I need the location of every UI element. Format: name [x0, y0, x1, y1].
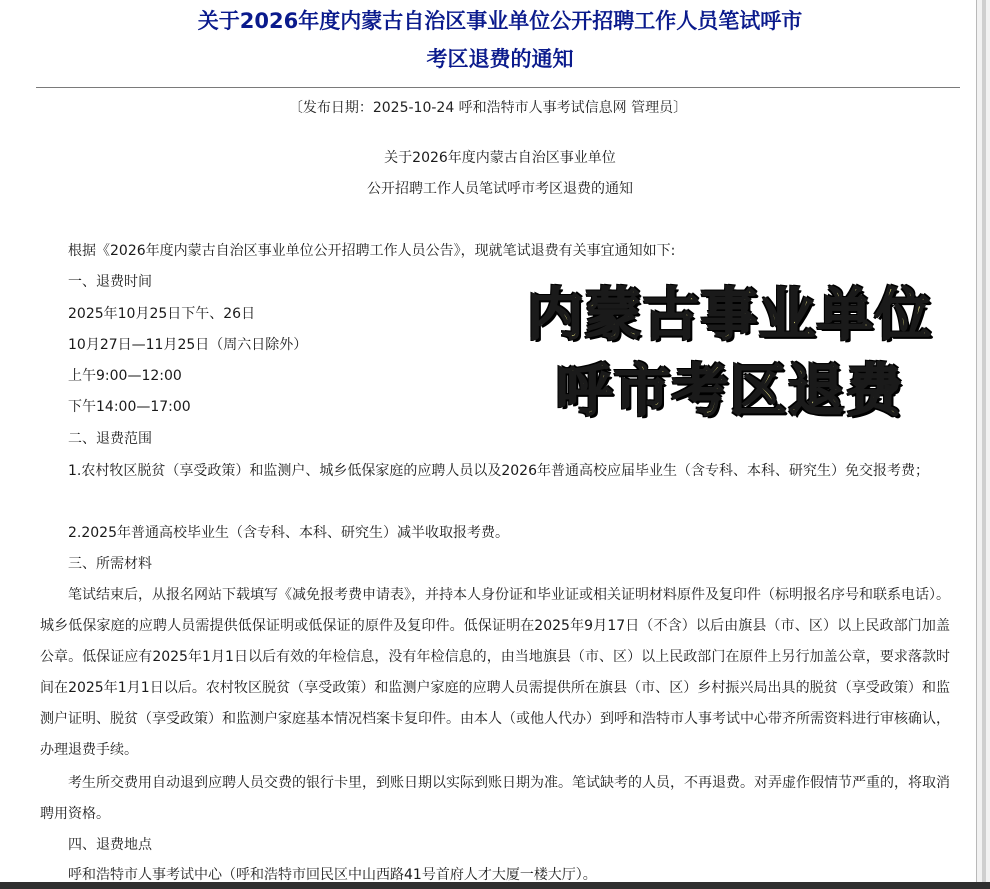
materials-paragraph-2: 考生所交费用自动退到应聘人员交费的银行卡里，到账日期以实际到账日期为准。笔试缺考的人员，不再退费。对弄虚作假情节严重的，将取消聘用资格。 [40, 775, 950, 822]
subtitle-line-1: 关于2026年度内蒙古自治区事业单位 [384, 150, 616, 166]
section-heading-scope: 二、退费范围 [68, 431, 152, 447]
overlay-line-1: 内蒙古事业单位 [527, 283, 933, 348]
scrollbar-track[interactable] [982, 0, 986, 889]
subtitle-line-2: 公开招聘工作人员笔试呼市考区退费的通知 [367, 181, 633, 197]
scrollbar[interactable] [976, 0, 990, 889]
location-text: 呼和浩特市人事考试中心（呼和浩特市回民区中山西路41号首府人才大厦一楼大厅）。 [68, 867, 597, 883]
section-heading-time: 一、退费时间 [68, 274, 152, 290]
title-line-2: 考区退费的通知 [426, 47, 574, 71]
time-afternoon: 下午14:00—17:00 [68, 399, 191, 415]
scope-item-1: 1.农村牧区脱贫（享受政策）和监测户、城乡低保家庭的应聘人员以及2026年普通高校应届毕业生（含专科、本科、研究生）免交报考费； [68, 463, 929, 479]
time-dates-2: 10月27日—11月25日（周六日除外） [68, 337, 308, 353]
overlay-caption [520, 278, 940, 430]
time-morning: 上午9:00—12:00 [68, 368, 182, 384]
time-dates-1: 2025年10月25日下午、26日 [68, 306, 256, 322]
section-heading-location: 四、退费地点 [68, 837, 152, 853]
title-line-1: 关于2026年度内蒙古自治区事业单位公开招聘工作人员笔试呼市 [197, 9, 803, 33]
materials-paragraph-1: 笔试结束后，从报名网站下载填写《减免报考费申请表》，并持本人身份证和毕业证或相关证明材料原件及复印件（标明报名序号和联系电话）。城乡低保家庭的应聘人员需提供低保证明或低保证的原件及复印件。低保证明在2025年9月17日（不含）以后由旗县（市、区）以上民政部门加盖公章。低保证应有2025年1月1日以后有效的年检信息，没有年检信息的，由当地旗县（市、区）以上民政部门在原件上另行加盖公章，要求落款时间在2025年1月1日以后。农村牧区脱贫（享受政策）和监测户家庭的应聘人员需提供所在旗县（市、区）乡村振兴局出具的脱贫（享受政策）和监测户证明、脱贫（享受政策）和监测户家庭基本情况档案卡复印件。由本人（或他人代办）到呼和浩特市人事考试中心带齐所需资料进行审核确认，办理退费手续。 [40, 587, 950, 758]
title-divider [36, 87, 960, 88]
publish-meta: 〔发布日期：2025-10-24 呼和浩特市人事考试信息网 管理员〕 [288, 100, 688, 116]
page-title [40, 2, 960, 78]
section-heading-materials: 三、所需材料 [68, 556, 152, 572]
overlay-line-2: 呼市考区退费 [556, 359, 904, 424]
scope-item-2: 2.2025年普通高校毕业生（含专科、本科、研究生）减半收取报考费。 [68, 525, 509, 541]
intro-text: 根据《2026年度内蒙古自治区事业单位公开招聘工作人员公告》，现就笔试退费有关事宜通知如下: [68, 243, 676, 259]
window-left-edge [0, 0, 12, 889]
